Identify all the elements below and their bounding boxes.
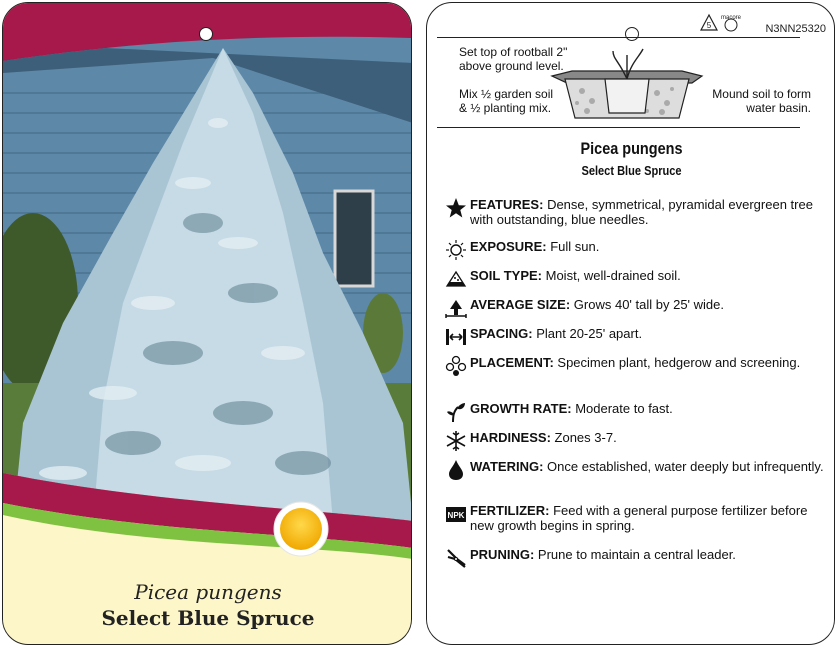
- back-tag: [426, 2, 835, 645]
- sun-icon: [445, 239, 467, 261]
- feature-row-hardiness: HARDINESS: Zones 3-7.: [445, 430, 825, 452]
- growth-icon: [445, 401, 467, 423]
- front-scientific-name: Picea pungens: [134, 580, 282, 604]
- brand-mark: macore: [720, 15, 742, 21]
- feature-row-features: FEATURES: Dense, symmetrical, pyramidal evergreen tree with outstanding, blue needles.: [445, 197, 825, 227]
- hang-hole: [199, 27, 213, 41]
- product-code: N3NN25320: [765, 23, 826, 35]
- size-icon: [445, 297, 467, 319]
- front-tag: [2, 2, 412, 645]
- planting-label-mix: Mix ½ garden soil & ½ planting mix.: [459, 87, 554, 115]
- planting-diagram: [547, 41, 707, 123]
- star-icon: [445, 197, 467, 219]
- feature-row-size: AVERAGE SIZE: Grows 40' tall by 25' wide.: [445, 297, 825, 319]
- feature-row-spacing: SPACING: Plant 20-25' apart.: [445, 326, 825, 348]
- feature-row-pruning: PRUNING: Prune to maintain a central leader.: [445, 547, 825, 569]
- npk-icon: [445, 503, 467, 525]
- full-sun-icon: [271, 499, 331, 559]
- soil-icon: [445, 268, 467, 290]
- snowflake-icon: [445, 430, 467, 452]
- placement-icon: [445, 355, 467, 377]
- front-common-name: Select Blue Spruce: [101, 606, 315, 630]
- feature-row-fertilizer: NPK FERTILIZER: Feed with a general purpose fertilizer before new growth begins in spring.: [445, 503, 825, 533]
- back-scientific-name: Picea pungens: [580, 139, 683, 158]
- svg-text:NPK: NPK: [447, 511, 465, 520]
- planting-label-rootball: Set top of rootball 2" above ground level.: [459, 45, 568, 73]
- recycle-icon: [700, 13, 748, 35]
- spacing-icon: [445, 326, 467, 348]
- top-rule: [437, 37, 800, 38]
- hang-hole: [625, 27, 639, 41]
- back-common-name: Select Blue Spruce: [581, 163, 682, 178]
- pruners-icon: [445, 547, 467, 569]
- feature-row-growth: GROWTH RATE: Moderate to fast.: [445, 401, 825, 423]
- front-photo-art: [3, 3, 412, 573]
- water-drop-icon: [445, 459, 467, 481]
- diagram-rule: [437, 127, 800, 128]
- feature-row-placement: PLACEMENT: Specimen plant, hedgerow and screening.: [445, 355, 825, 377]
- planting-label-mound: Mound soil to form water basin.: [712, 87, 811, 115]
- recycle-number: 5: [706, 21, 712, 30]
- feature-row-exposure: EXPOSURE: Full sun.: [445, 239, 825, 261]
- feature-row-soil: SOIL TYPE: Moist, well-drained soil.: [445, 268, 825, 290]
- feature-row-watering: WATERING: Once established, water deeply but infrequently.: [445, 459, 825, 481]
